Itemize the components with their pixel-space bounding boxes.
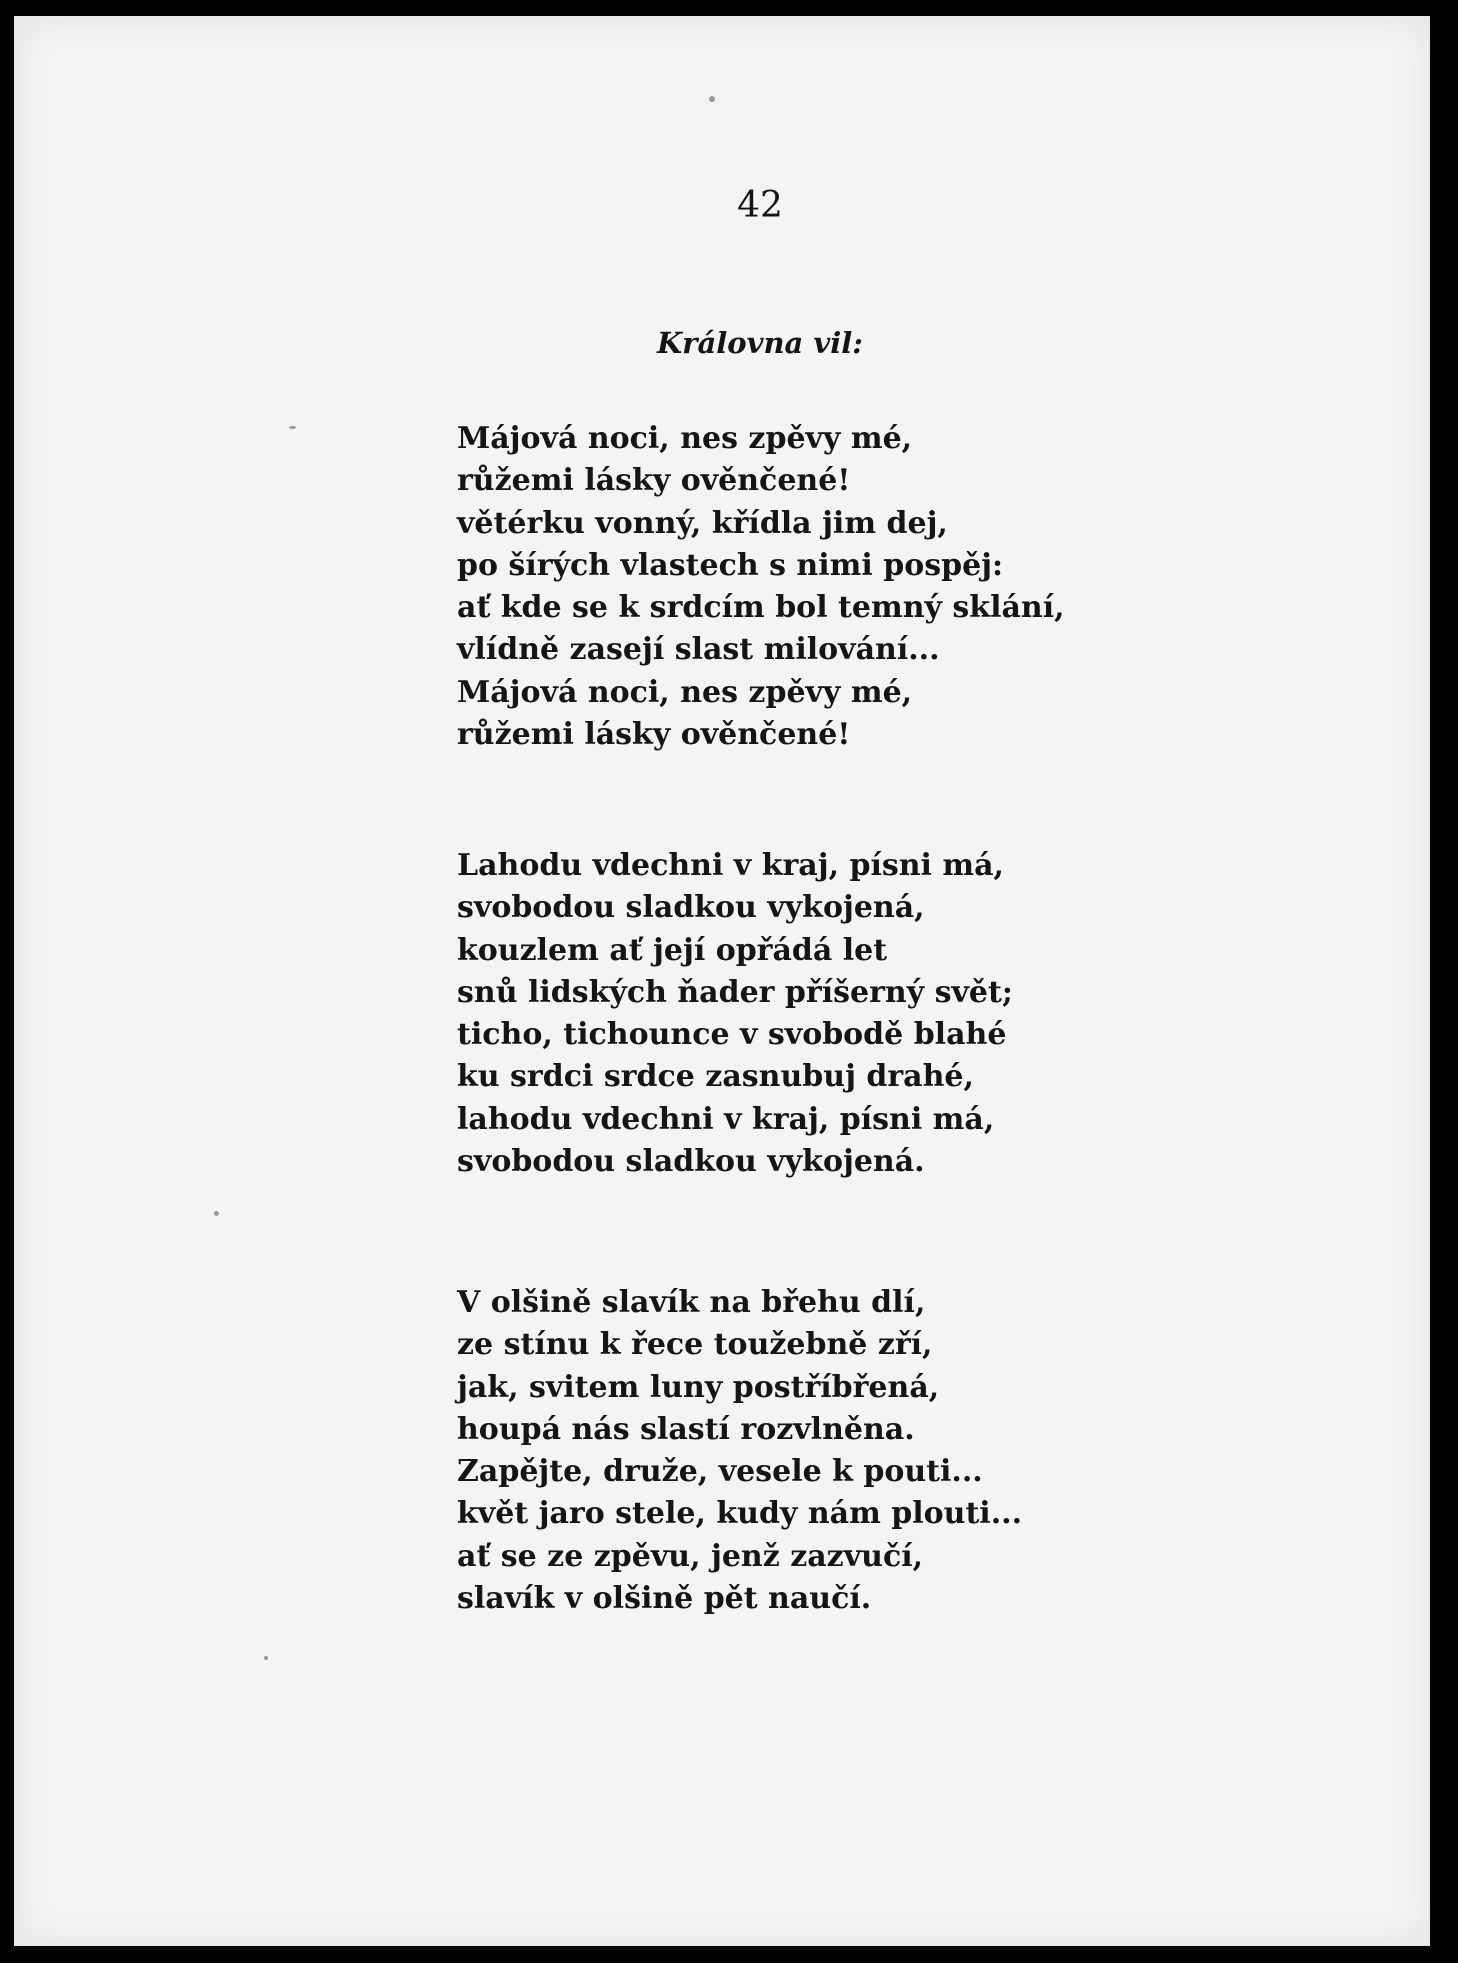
poem-line: Lahodu vdechni v kraj, písni má, bbox=[457, 848, 1005, 883]
poem-line: růžemi lásky ověnčené! bbox=[457, 717, 851, 753]
poem-line: po šírých vlastech s nimi pospěj: bbox=[457, 547, 1004, 583]
poem-line: houpá nás slastí rozvlněna. bbox=[457, 1411, 915, 1447]
poem-line: květ jaro stele, kudy nám plouti... bbox=[457, 1496, 1023, 1532]
poem-line: Zapějte, druže, vesele k pouti... bbox=[457, 1454, 983, 1490]
poem-line: V olšině slavík na břehu dlí, bbox=[457, 1285, 926, 1320]
paper-speck bbox=[264, 1656, 268, 1660]
poem-line: svobodou sladkou vykojená. bbox=[457, 1144, 925, 1180]
poem-line: růžemi lásky ověnčené! bbox=[457, 463, 851, 499]
page-number: 42 bbox=[737, 185, 783, 226]
poem-line: ať se ze zpěvu, jenž zazvučí, bbox=[457, 1538, 924, 1574]
poem-line: snů lidských ňader příšerný svět; bbox=[457, 974, 1013, 1010]
poem-line: Májová noci, nes zpěvy mé, bbox=[457, 421, 913, 456]
poem-line: ku srdci srdce zasnubuj drahé, bbox=[457, 1059, 974, 1095]
paper-speck bbox=[214, 1211, 219, 1216]
poem-line: ze stínu k řece toužebně zří, bbox=[457, 1327, 933, 1363]
paper-speck bbox=[709, 96, 715, 102]
poem-line: lahodu vdechni v kraj, písni má, bbox=[457, 1101, 995, 1137]
poem-line: větérku vonný, křídla jim dej, bbox=[457, 505, 948, 541]
poem-line: ticho, tichounce v svobodě blahé bbox=[457, 1017, 1007, 1053]
poem-title: Královna vil: bbox=[656, 326, 864, 360]
stanza-1 bbox=[457, 418, 1097, 756]
poem-line: Májová noci, nes zpěvy mé, bbox=[457, 674, 913, 710]
stanza-3 bbox=[457, 1282, 1097, 1620]
paper-speck bbox=[289, 426, 296, 429]
stanza-2 bbox=[457, 845, 1097, 1183]
poem-line: jak, svitem luny postříbřená, bbox=[457, 1369, 940, 1405]
poem-line: slavík v olšině pět naučí. bbox=[457, 1581, 872, 1617]
poem-line: kouzlem ať její opřádá let bbox=[457, 932, 888, 968]
poem-line: svobodou sladkou vykojená, bbox=[457, 890, 925, 926]
poem-line: ať kde se k srdcím bol temný sklání, bbox=[457, 590, 1065, 626]
poem-line: vlídně zasejí slast milování... bbox=[457, 632, 940, 668]
